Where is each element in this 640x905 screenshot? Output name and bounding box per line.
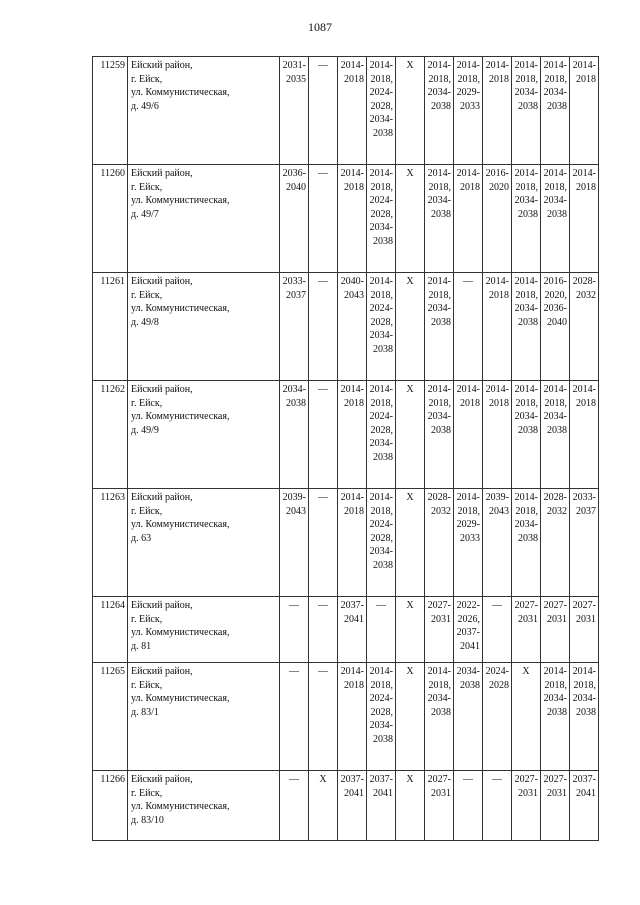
address-line: ул. Коммунистическая,	[131, 303, 230, 314]
period-cell: 2027- 2031	[512, 597, 541, 663]
period-cell: 2014- 2018, 2029- 2033	[454, 57, 483, 165]
period-cell: 2014- 2018, 2024- 2028, 2034- 2038	[367, 57, 396, 165]
period-cell: 2034- 2038	[280, 381, 309, 489]
period-cell: X	[396, 57, 425, 165]
period-cell: —	[280, 597, 309, 663]
period-cell: 2014- 2018	[454, 165, 483, 273]
period-cell: 2014- 2018, 2024- 2028, 2034- 2038	[367, 273, 396, 381]
period-cell: 2016- 2020, 2036- 2040	[541, 273, 570, 381]
address-cell	[128, 165, 280, 273]
period-cell: 2014- 2018, 2034- 2038	[425, 273, 454, 381]
period-cell: X	[396, 597, 425, 663]
period-cell: —	[280, 663, 309, 771]
address-cell	[128, 771, 280, 841]
table-row	[93, 663, 599, 771]
period-cell: X	[512, 663, 541, 771]
period-cell: 2014- 2018	[483, 273, 512, 381]
period-cell: 2040- 2043	[338, 273, 367, 381]
row-number: 11260	[93, 165, 128, 273]
period-cell: 2036- 2040	[280, 165, 309, 273]
row-number: 11263	[93, 489, 128, 597]
address-line: ул. Коммунистическая,	[131, 519, 230, 530]
period-cell: X	[396, 489, 425, 597]
period-cell: —	[309, 489, 338, 597]
period-cell: 2022- 2026, 2037- 2041	[454, 597, 483, 663]
row-number: 11259	[93, 57, 128, 165]
period-cell: 2027- 2031	[425, 771, 454, 841]
period-cell: 2037- 2041	[338, 597, 367, 663]
period-cell: 2014- 2018, 2024- 2028, 2034- 2038	[367, 165, 396, 273]
address-cell	[128, 381, 280, 489]
period-cell: 2027- 2031	[541, 597, 570, 663]
row-number: 11265	[93, 663, 128, 771]
period-cell: 2014- 2018	[483, 57, 512, 165]
table-row	[93, 597, 599, 663]
address-line: г. Ейск,	[131, 289, 163, 301]
address-line: ул. Коммунистическая,	[131, 627, 230, 638]
period-cell: —	[483, 597, 512, 663]
period-cell: 2016- 2020	[483, 165, 512, 273]
address-line: д. 83/1	[131, 706, 159, 718]
address-line: д. 63	[131, 532, 152, 544]
address-line: г. Ейск,	[131, 679, 163, 691]
period-cell: 2014- 2018, 2024- 2028, 2034- 2038	[367, 663, 396, 771]
period-cell: 2014- 2018, 2034- 2038	[512, 273, 541, 381]
address-cell	[128, 597, 280, 663]
period-cell: 2039- 2043	[280, 489, 309, 597]
address-line: ул. Коммунистическая,	[131, 801, 230, 812]
period-cell: 2014- 2018, 2034- 2038	[425, 381, 454, 489]
row-number: 11262	[93, 381, 128, 489]
address-line: Ейский район,	[131, 384, 193, 395]
period-cell: X	[309, 771, 338, 841]
table-row	[93, 165, 599, 273]
period-cell: 2028- 2032	[425, 489, 454, 597]
period-cell: 2014- 2018, 2034- 2038	[541, 165, 570, 273]
address-line: г. Ейск,	[131, 787, 163, 799]
table-row	[93, 771, 599, 841]
period-cell: X	[396, 381, 425, 489]
period-cell: 2014- 2018	[338, 381, 367, 489]
address-line: г. Ейск,	[131, 397, 163, 409]
period-cell: 2014- 2018	[483, 381, 512, 489]
address-line: Ейский район,	[131, 168, 193, 179]
period-cell: X	[396, 273, 425, 381]
period-cell: —	[309, 273, 338, 381]
period-cell: —	[309, 57, 338, 165]
period-cell: 2027- 2031	[512, 771, 541, 841]
address-cell	[128, 57, 280, 165]
period-cell: X	[396, 771, 425, 841]
period-cell: 2033- 2037	[280, 273, 309, 381]
period-cell: —	[309, 663, 338, 771]
period-cell: 2033- 2037	[570, 489, 599, 597]
period-cell: 2014- 2018	[338, 165, 367, 273]
period-cell: 2014- 2018, 2034- 2038	[541, 381, 570, 489]
period-cell: 2014- 2018, 2034- 2038	[512, 381, 541, 489]
address-line: ул. Коммунистическая,	[131, 195, 230, 206]
address-cell	[128, 663, 280, 771]
period-cell: 2014- 2018, 2034- 2038	[541, 663, 570, 771]
period-cell: 2014- 2018	[570, 165, 599, 273]
address-line: г. Ейск,	[131, 505, 163, 517]
period-cell: —	[309, 597, 338, 663]
period-cell: —	[309, 381, 338, 489]
period-cell: 2014- 2018, 2034- 2038	[512, 489, 541, 597]
address-line: д. 49/8	[131, 316, 159, 328]
address-line: Ейский район,	[131, 492, 193, 503]
period-cell: 2014- 2018, 2034- 2038	[425, 663, 454, 771]
schedule-table	[92, 56, 599, 841]
page-number: 1087	[308, 20, 332, 34]
period-cell: 2014- 2018	[570, 381, 599, 489]
table-row	[93, 489, 599, 597]
period-cell: 2014- 2018	[454, 381, 483, 489]
period-cell: —	[309, 165, 338, 273]
period-cell: 2014- 2018, 2034- 2038	[425, 165, 454, 273]
address-line: д. 49/7	[131, 208, 159, 220]
table-body	[93, 57, 599, 841]
period-cell: 2014- 2018	[338, 57, 367, 165]
period-cell: 2014- 2018, 2024- 2028, 2034- 2038	[367, 381, 396, 489]
period-cell: X	[396, 663, 425, 771]
address-line: Ейский район,	[131, 666, 193, 677]
address-line: ул. Коммунистическая,	[131, 87, 230, 98]
address-line: г. Ейск,	[131, 73, 163, 85]
table-row	[93, 273, 599, 381]
period-cell: —	[483, 771, 512, 841]
period-cell: —	[280, 771, 309, 841]
period-cell: 2039- 2043	[483, 489, 512, 597]
address-line: Ейский район,	[131, 600, 193, 611]
period-cell: 2014- 2018, 2034- 2038	[425, 57, 454, 165]
period-cell: 2014- 2018, 2024- 2028, 2034- 2038	[367, 489, 396, 597]
address-line: д. 83/10	[131, 814, 164, 826]
address-cell	[128, 489, 280, 597]
period-cell: 2031- 2035	[280, 57, 309, 165]
period-cell: 2027- 2031	[570, 597, 599, 663]
address-line: Ейский район,	[131, 774, 193, 785]
period-cell: 2028- 2032	[541, 489, 570, 597]
address-line: д. 81	[131, 640, 152, 652]
period-cell: 2027- 2031	[541, 771, 570, 841]
period-cell: 2034- 2038	[454, 663, 483, 771]
address-line: Ейский район,	[131, 60, 193, 71]
period-cell: 2027- 2031	[425, 597, 454, 663]
period-cell: 2014- 2018	[338, 489, 367, 597]
period-cell: 2037- 2041	[338, 771, 367, 841]
period-cell: 2014- 2018	[570, 57, 599, 165]
period-cell: 2014- 2018, 2034- 2038	[541, 57, 570, 165]
period-cell: 2037- 2041	[367, 771, 396, 841]
table-row	[93, 57, 599, 165]
address-line: ул. Коммунистическая,	[131, 693, 230, 704]
period-cell: —	[454, 771, 483, 841]
row-number: 11261	[93, 273, 128, 381]
address-cell	[128, 273, 280, 381]
period-cell: 2014- 2018, 2034- 2038	[512, 57, 541, 165]
period-cell: 2028- 2032	[570, 273, 599, 381]
address-line: ул. Коммунистическая,	[131, 411, 230, 422]
period-cell: 2014- 2018, 2034- 2038	[512, 165, 541, 273]
period-cell: 2037- 2041	[570, 771, 599, 841]
table-row	[93, 381, 599, 489]
address-line: г. Ейск,	[131, 181, 163, 193]
row-number: 11264	[93, 597, 128, 663]
address-line: д. 49/6	[131, 100, 159, 112]
period-cell: 2014- 2018	[338, 663, 367, 771]
row-number: 11266	[93, 771, 128, 841]
period-cell: 2014- 2018, 2034- 2038	[570, 663, 599, 771]
address-line: д. 49/9	[131, 424, 159, 436]
address-line: г. Ейск,	[131, 613, 163, 625]
period-cell: 2024- 2028	[483, 663, 512, 771]
period-cell: —	[454, 273, 483, 381]
period-cell: 2014- 2018, 2029- 2033	[454, 489, 483, 597]
period-cell: X	[396, 165, 425, 273]
period-cell: —	[367, 597, 396, 663]
address-line: Ейский район,	[131, 276, 193, 287]
